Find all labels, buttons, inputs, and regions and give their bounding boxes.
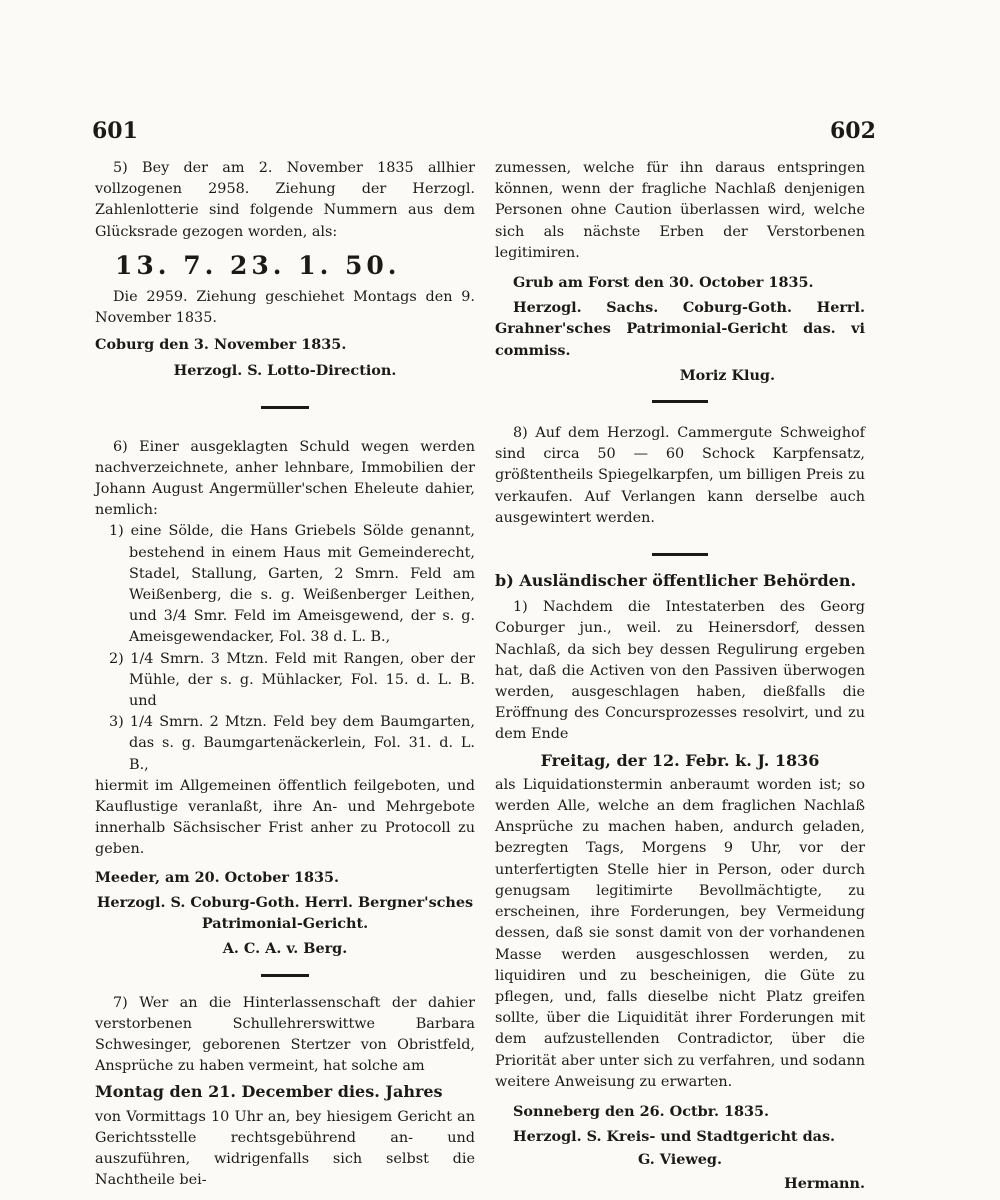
notice-b1-date: Freitag, der 12. Febr. k. J. 1836 [540, 750, 820, 770]
notice-7-intro: 7) Wer an die Hinterlassenschaft der dahier verstorbenen Schullehrerswittwe Barbara Schwesinger, geborenen Stertzer von Obristfeld, Ansprüche zu haben vermeint, hat solche am [95, 994, 475, 1075]
notice-b1-place-date: Sonneberg den 26. Octbr. 1835. [513, 1102, 770, 1120]
notice-6-intro: 6) Einer ausgeklagten Schuld wegen werden nachverzeichnete, anher lehnbare, Immobilien der Johann August Angermüller'schen Eheleute dahier, nemlich: [95, 438, 475, 519]
notice-b1-body: als Liquidationstermin anberaumt worden ist; so werden Alle, welche an dem fraglichen Nachlaß Ansprüche zu machen haben, andurch geladen, bezregten Tags, Morgens 9 Uhr, vor der unterfertigten Stelle hier in Person, oder durch genugsam legitimirte Bevollmächtigte, zu erscheinen, ihre Forderungen, bey Vermeidung dessen, daß sie sonst damit von der vorhandenen Masse werden ausgeschlossen werden, zu liquidiren und zu bescheinigen, die Güte zu pflegen, und, falls dieselbe nicht Platz greifen sollte, über die Liquidität ihrer Forderungen mit dem aufzustellenden Contradictor, über die Priorität aber unter sich zu verfahren, und sodann weitere Anweisung zu erwarten. [495, 776, 865, 1090]
notice-b1-signature-name-1: G. Vieweg. [638, 1151, 722, 1169]
notice-5-intro: 5) Bey der am 2. November 1835 allhier vollzogenen 2958. Ziehung der Herzogl. Zahlenlotterie sind folgende Nummern aus dem Glücksrade gezogen worden, als: [95, 160, 475, 240]
notice-b1-intro: 1) Nachdem die Intestaterben des Georg Coburger jun., weil. zu Heinersdorf, dessen Nachlaß, da sich bey dessen Regulirung ergeben hat, daß die Activen von den Passiven überwogen werden, ausgeschlagen haben, dießfalls die Eröffnung des Concursprozesses resolvirt, und zu dem Ende [495, 599, 865, 743]
notice-6-item-2: 2) 1/4 Smrn. 3 Mtzn. Feld mit Rangen, ober der Mühle, der s. g. Mühlacker, Fol. 15. d. L. B. und [109, 650, 475, 710]
notice-7-body: von Vormittags 10 Uhr an, bey hiesigem Gericht an Gerichtsstelle rechtsgebührend an- und auszuführen, widrigenfalls sich selbst die Nachtheile bei- [95, 1108, 475, 1189]
notice-6-signature-name: A. C. A. v. Berg. [222, 940, 348, 958]
notice-7-continued: zumessen, welche für ihn daraus entspringen können, wenn der fragliche Nachlaß denjenigen Personen ohne Caution überlassen wird, welche sich als nächste Erben der Verstorbenen legitimiren. [495, 160, 865, 261]
lottery-numbers: 13. 7. 23. 1. 50. [115, 250, 401, 280]
divider [652, 553, 708, 556]
notice-5-next-draw: Die 2959. Ziehung geschiehet Montags den 9. November 1835. [95, 288, 475, 327]
notice-5-signature: Herzogl. S. Lotto-Direction. [173, 362, 397, 380]
notice-6-item-3: 3) 1/4 Smrn. 2 Mtzn. Feld bey dem Baumgarten, das s. g. Baumgartenäckerlein, Fol. 31. d. L. B., [109, 714, 475, 773]
notice-7-signature-court: Herzogl. Sachs. Coburg-Goth. Herrl. Grahner'sches Patrimonial-Gericht das. vi commiss. [495, 299, 865, 359]
page-number-left: 601 [92, 118, 138, 144]
divider [261, 406, 309, 409]
divider [652, 400, 708, 403]
notice-6-signature-court: Herzogl. S. Coburg-Goth. Herrl. Bergner'sches Patrimonial-Gericht. [96, 893, 474, 933]
notice-8-body: 8) Auf dem Herzogl. Cammergute Schweighof sind circa 50 — 60 Schock Karpfensatz, größtentheils Spiegelkarpfen, um billigen Preis zu verkaufen. Auf Verlangen kann derselbe auch ausgewintert werden. [495, 425, 865, 526]
left-column [95, 158, 475, 1191]
notice-6-place-date: Meeder, am 20. October 1835. [95, 868, 340, 886]
notice-7-place-date: Grub am Forst den 30. October 1835. [513, 274, 814, 292]
notice-7-date: Montag den 21. December dies. Jahres [95, 1082, 443, 1102]
notice-b1-signature-court: Herzogl. S. Kreis- und Stadtgericht das. [513, 1128, 836, 1146]
divider [261, 974, 309, 977]
section-b-heading: b) Ausländischer öffentlicher Behörden. [495, 571, 857, 591]
right-column [495, 158, 865, 1194]
notice-b1-signature-name-2: Hermann. [784, 1174, 865, 1192]
notice-6-body: hiermit im Allgemeinen öffentlich feilgeboten, und Kauflustige veranlaßt, ihre An- und Mehrgebote innerhalb Sächsischer Frist anher zu Protocoll zu geben. [95, 777, 475, 858]
notice-7-signature-name: Moriz Klug. [679, 366, 775, 384]
notice-5-place-date: Coburg den 3. November 1835. [95, 336, 347, 354]
notice-6-item-1: 1) eine Sölde, die Hans Griebels Sölde genannt, bestehend in einem Haus mit Gemeinderecht, Stadel, Stallung, Garten, 2 Smrn. Feld am Weißenberg, die s. g. Weißenberger Leithen, und 3/4 Smr. Feld im Ameisgewend, der s. g. Ameisgewendacker, Fol. 38 d. L. B., [109, 523, 475, 646]
page-number-right: 602 [830, 118, 876, 144]
